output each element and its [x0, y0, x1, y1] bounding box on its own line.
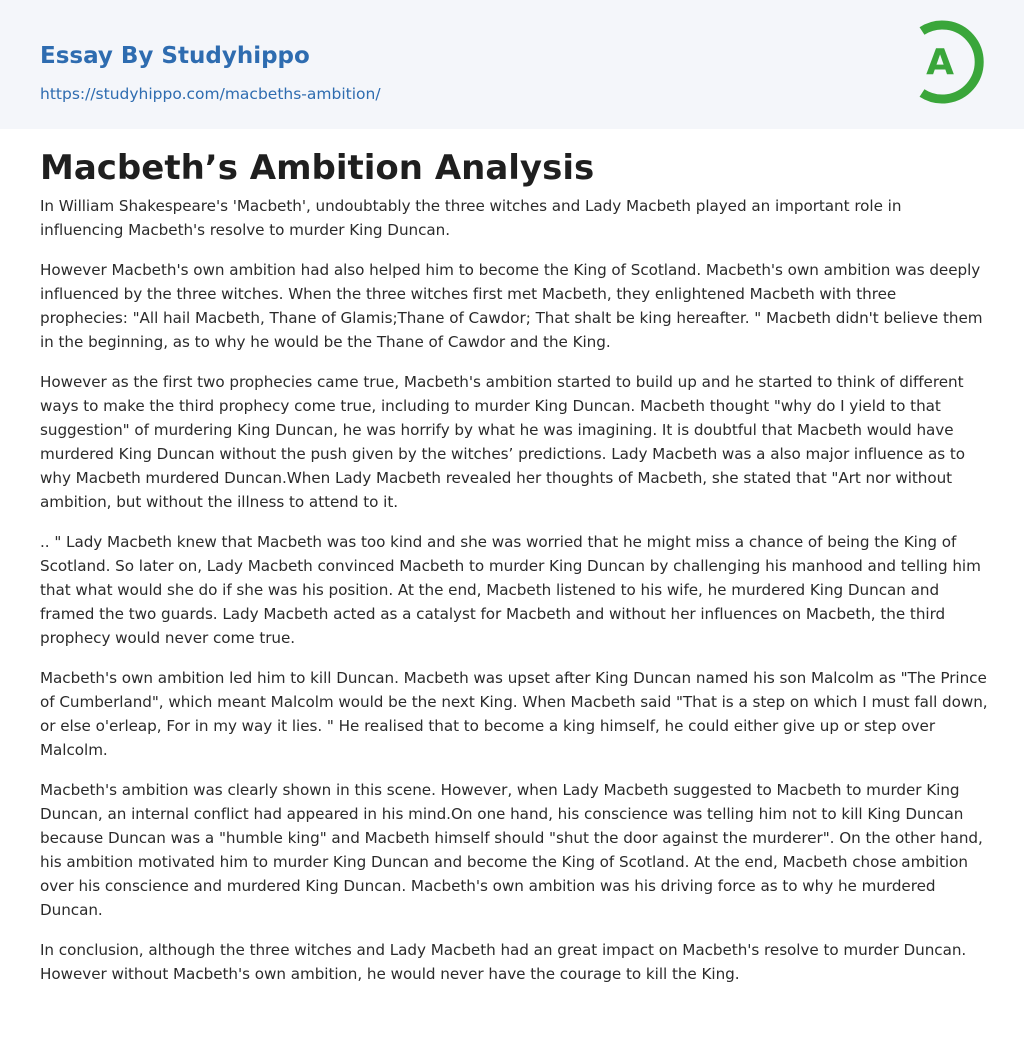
- essay-paragraph: In conclusion, although the three witches and Lady Macbeth had an great impact on Macbeth's resolve to murder Duncan. However without Macbeth's own ambition, he would never have the courage to kill the King.: [40, 941, 967, 983]
- page-title: Macbeth’s Ambition Analysis: [40, 148, 595, 188]
- essay-paragraph: Macbeth's own ambition led him to kill Duncan. Macbeth was upset after King Duncan named his son Malcolm as "The Prince of Cumberland", which meant Malcolm would be the next King. When Macbeth said "That is a step on which I must fall down, or else o'erleap, For in my way it lies. " He realised that to become a king himself, he could either give up or step over Malcolm.: [40, 669, 988, 759]
- essay-paragraph: In William Shakespeare's 'Macbeth', undoubtably the three witches and Lady Macbeth played an important role in influencing Macbeth's resolve to murder King Duncan.: [40, 197, 902, 239]
- essay-url-link[interactable]: https://studyhippo.com/macbeths-ambition/: [40, 85, 381, 103]
- essay-paragraph: .. " Lady Macbeth knew that Macbeth was too kind and she was worried that he might miss a chance of being the King of Scotland. So later on, Lady Macbeth convinced Macbeth to murder King Duncan by challenging his manhood and telling him that what would she do if she was his position. At the end, Macbeth listened to his wife, he murdered King Duncan and framed the two guards. Lady Macbeth acted as a catalyst for Macbeth and without her influences on Macbeth, the third prophecy would never come true.: [40, 533, 981, 647]
- essay-paragraph: However Macbeth's own ambition had also helped him to become the King of Scotland. Macbeth's own ambition was deeply influenced by the three witches. When the three witches first met Macbeth, they enlightened Macbeth with three prophecies: "All hail Macbeth, Thane of Glamis;Thane of Cawdor; That shalt be king hereafter. " Macbeth didn't believe them in the beginning, as to why he would be the Thane of Cawdor and the King.: [40, 261, 983, 351]
- essay-paragraph: However as the first two prophecies came true, Macbeth's ambition started to build up and he started to think of different ways to make the third prophecy come true, including to murder King Duncan. Macbeth thought "why do I yield to that suggestion" of murdering King Duncan, he was horrify by what he was imagining. It is doubtful that Macbeth would have murdered King Duncan without the push given by the witches’ predictions. Lady Macbeth was a also major influence as to why Macbeth murdered Duncan.When Lady Macbeth revealed her thoughts of Macbeth, she stated that "Art nor without ambition, but without the illness to attend to it.: [40, 373, 965, 511]
- logo-letter: A: [926, 42, 954, 83]
- essay-body: [40, 194, 988, 1002]
- studyhippo-logo-icon[interactable]: [910, 18, 988, 106]
- brand-title[interactable]: Essay By Studyhippo: [40, 43, 310, 69]
- essay-paragraph: Macbeth's ambition was clearly shown in this scene. However, when Lady Macbeth suggested to Macbeth to murder King Duncan, an internal conflict had appeared in his mind.On one hand, his conscience was telling him not to kill King Duncan because Duncan was a "humble king" and Macbeth himself should "shut the door against the murderer". On the other hand, his ambition motivated him to murder King Duncan and become the King of Scotland. At the end, Macbeth chose ambition over his conscience and murdered King Duncan. Macbeth's own ambition was his driving force as to why he murdered Duncan.: [40, 781, 983, 919]
